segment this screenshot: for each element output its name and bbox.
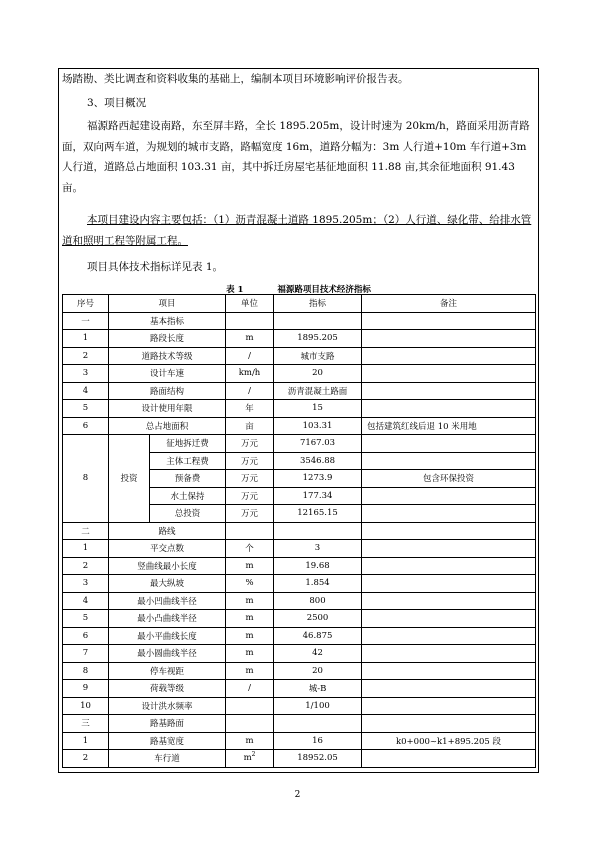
cell-no: 4 [63,382,109,400]
section-row [63,715,536,733]
cell-unit: % [226,575,274,593]
cell-value [274,312,362,330]
cell-value: 城市支路 [274,347,362,365]
cell-item: 荷载等级 [109,680,226,698]
cell-no: 10 [63,697,109,715]
cell-value: 800 [274,592,362,610]
cell-no: 2 [63,347,109,365]
cell-item: 平交点数 [109,540,226,558]
header-value: 指标 [274,295,362,313]
header-no: 序号 [63,295,109,313]
table-row [63,610,536,628]
table-row [63,662,536,680]
cell-note [362,575,536,593]
cell-note [362,627,536,645]
section-label: 路基路面 [109,715,226,733]
cell-no: 7 [63,645,109,663]
cell-note [362,435,536,453]
cell-note [362,750,536,768]
section-row [63,312,536,330]
cell-value: 1/100 [274,697,362,715]
cell-note [362,382,536,400]
cell-note [362,347,536,365]
cell-item: 设计车速 [109,365,226,383]
cell-note [362,312,536,330]
cell-value: 3546.88 [274,452,362,470]
table-row [63,627,536,645]
cell-no: 1 [63,330,109,348]
cell-unit: m [226,732,274,750]
cell-no: 4 [63,592,109,610]
cell-item: 总投资 [150,505,226,523]
cell-note: k0+000~k1+895.205 段 [362,732,536,750]
table-row [63,732,536,750]
cell-note: 包含环保投资 [362,470,536,488]
cell-item: 路基宽度 [109,732,226,750]
cell-unit [226,522,274,540]
cell-value: 2500 [274,610,362,628]
cell-note [362,330,536,348]
cell-item: 总占地面积 [109,417,226,435]
cell-item: 最大纵坡 [109,575,226,593]
table-row [63,417,536,435]
cell-unit [226,750,274,768]
cell-no: 3 [63,575,109,593]
cell-unit: 万元 [226,487,274,505]
cell-no: 6 [63,417,109,435]
cell-unit: 万元 [226,470,274,488]
cell-item: 停车视距 [109,662,226,680]
overview-paragraph: 福源路西起建设南路，东至屏丰路，全长 1895.205m，设计时速为 20km/h，路面采用沥青路面，双向两车道，为规划的城市支路，路幅宽度 16m，道路分幅为：3m 人行道+10m 车行道+3m 人行道，道路总占地面积 103.31 亩，其中拆迁房屋宅基征地面积 11.88 亩,其余征地面积 91.43 亩。 [62,120,530,194]
header-item: 项目 [109,295,226,313]
cell-item: 道路技术等级 [109,347,226,365]
table-row [63,400,536,418]
table-row [63,365,536,383]
cell-no: 2 [63,557,109,575]
cell-item: 最小凹曲线半径 [109,592,226,610]
table-header-row [63,295,536,313]
cell-item: 设计洪水频率 [109,697,226,715]
cell-no: 6 [63,627,109,645]
cell-unit: / [226,347,274,365]
cell-note [362,680,536,698]
cell-no: 5 [63,400,109,418]
cell-note [362,487,536,505]
table-row [63,347,536,365]
cell-value: 12165.15 [274,505,362,523]
cell-value: 1.854 [274,575,362,593]
cell-item: 最小凸曲线半径 [109,610,226,628]
cell-note [362,715,536,733]
cell-item: 路段长度 [109,330,226,348]
cell-value: 18952.05 [274,750,362,768]
cell-no: 3 [63,365,109,383]
table-caption-title: 福源路项目技术经济指标 [277,285,371,295]
header-note: 备注 [362,295,536,313]
cell-value: 42 [274,645,362,663]
cell-unit: m [226,662,274,680]
table-row [63,557,536,575]
cell-value: 16 [274,732,362,750]
cell-unit [226,697,274,715]
spec-table [62,294,536,768]
table-row [63,697,536,715]
cell-no: 1 [63,732,109,750]
cell-note [362,697,536,715]
cell-note [362,452,536,470]
unit-superscript: 2 [251,751,256,759]
section-label: 基本指标 [109,312,226,330]
table-row [63,330,536,348]
cell-value: 1895.205 [274,330,362,348]
cell-unit: 万元 [226,452,274,470]
cell-item: 最小平曲线长度 [109,627,226,645]
table-row [63,680,536,698]
section-no: 三 [63,715,109,733]
cell-note [362,400,536,418]
cell-unit: m [226,645,274,663]
cell-unit [226,312,274,330]
invest-label: 投资 [109,435,150,523]
cell-value [274,522,362,540]
cell-value: 103.31 [274,417,362,435]
cell-unit: 亩 [226,417,274,435]
cell-note [362,522,536,540]
section-no: 一 [63,312,109,330]
cell-unit: / [226,680,274,698]
cell-value: 20 [274,662,362,680]
invest-row [63,435,536,453]
cell-unit: / [226,382,274,400]
cell-note [362,365,536,383]
cell-no: 1 [63,540,109,558]
section-row [63,522,536,540]
cell-note [362,662,536,680]
cell-unit: m [226,557,274,575]
cell-item: 设计使用年限 [109,400,226,418]
cell-unit: m [226,610,274,628]
cell-note [362,592,536,610]
cell-note [362,505,536,523]
cell-no: 2 [63,750,109,768]
cell-unit [226,715,274,733]
table-row [63,575,536,593]
table-row [63,592,536,610]
section-label: 路线 [109,522,226,540]
cell-value: 20 [274,365,362,383]
table-caption-label: 表 1 [226,285,244,295]
cell-value: 7167.03 [274,435,362,453]
cell-item: 竖曲线最小长度 [109,557,226,575]
cell-unit: m [226,627,274,645]
cell-value: 15 [274,400,362,418]
table-row [63,540,536,558]
cell-value: 沥青混凝土路面 [274,382,362,400]
cell-item: 最小圆曲线半径 [109,645,226,663]
cell-unit: km/h [226,365,274,383]
cell-value: 城-B [274,680,362,698]
cell-item: 征地拆迁费 [150,435,226,453]
cell-note [362,540,536,558]
cell-item: 主体工程费 [150,452,226,470]
table-row [63,645,536,663]
header-unit: 单位 [226,295,274,313]
cell-value: 19.68 [274,557,362,575]
cell-value: 1273.9 [274,470,362,488]
cell-note: 包括建筑红线后退 10 米用地 [362,417,536,435]
cell-item: 水土保持 [150,487,226,505]
cell-value: 177.34 [274,487,362,505]
cell-item: 车行道 [109,750,226,768]
table-row [63,382,536,400]
cell-value: 46.875 [274,627,362,645]
invest-no: 8 [63,435,109,523]
scope-paragraph: 本项目建设内容主要包括：（1）沥青混凝土道路 1895.205m；（2）人行道、绿化带、给排水管道和照明工程等附属工程。 [62,214,532,247]
cell-unit: 万元 [226,505,274,523]
cell-note [362,610,536,628]
unit-text: m [243,753,252,764]
cell-item: 预备费 [150,470,226,488]
section-heading: 3、项目概况 [87,97,147,109]
cell-no: 5 [63,610,109,628]
cell-no: 8 [63,662,109,680]
cell-unit: m [226,592,274,610]
cell-note [362,645,536,663]
cell-value [274,715,362,733]
cell-no: 9 [63,680,109,698]
section-no: 二 [63,522,109,540]
cell-unit: m [226,330,274,348]
cell-unit: 万元 [226,435,274,453]
cell-unit: 个 [226,540,274,558]
page-number: 2 [294,790,301,800]
cell-item: 路面结构 [109,382,226,400]
table-intro: 项目具体技术指标详见表 1。 [87,261,224,273]
cell-note [362,557,536,575]
cell-value: 3 [274,540,362,558]
intro-line: 场踏勘、类比调查和资料收集的基础上，编制本项目环境影响评价报告表。 [62,73,409,85]
cell-unit: 年 [226,400,274,418]
table-row [63,750,536,768]
